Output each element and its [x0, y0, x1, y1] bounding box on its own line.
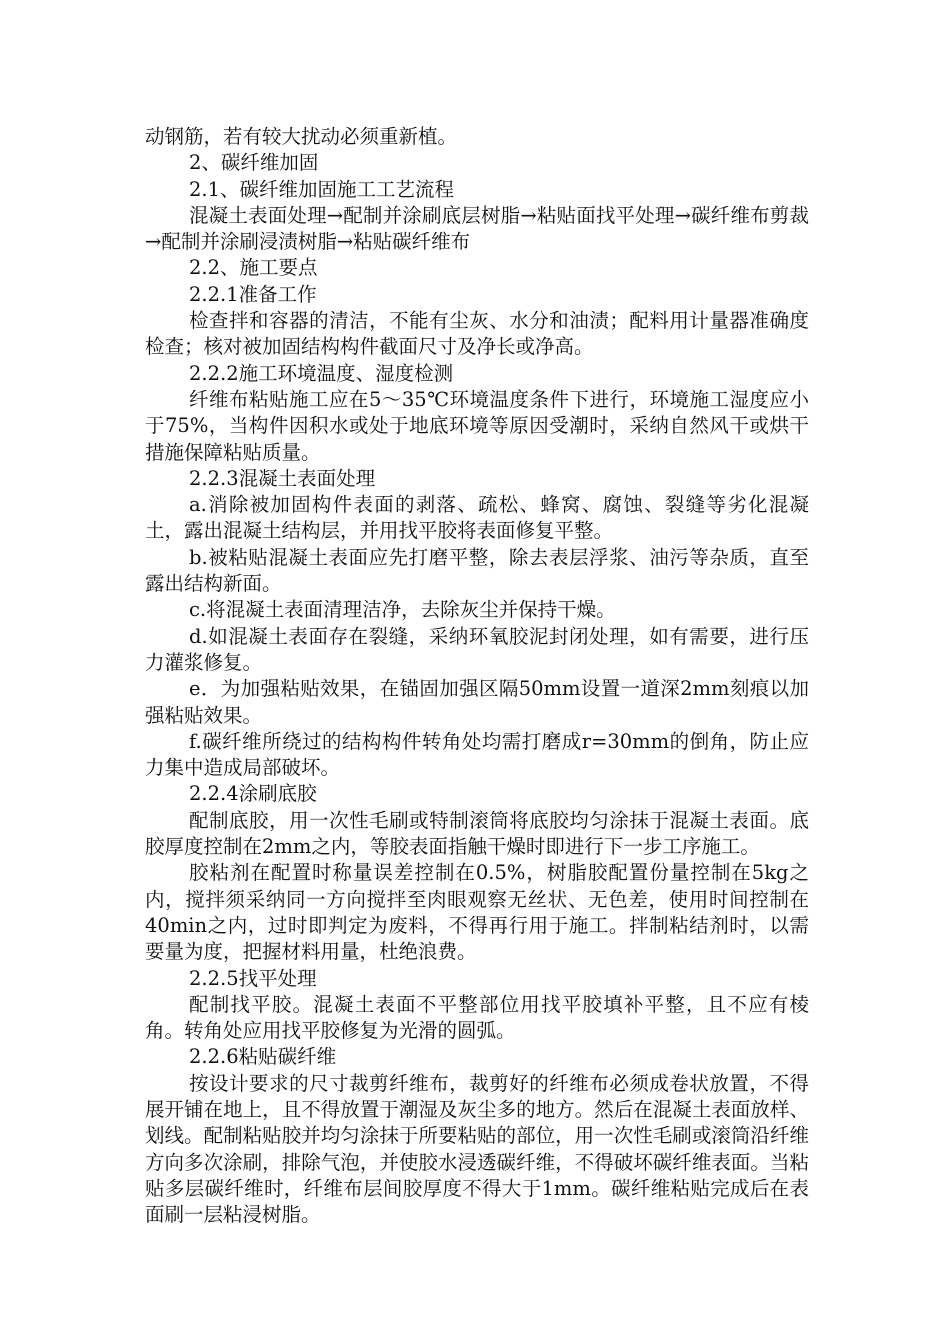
subsection-heading-2-2-2: 2.2.2施工环境温度、湿度检测 [189, 361, 454, 385]
paragraph-continuation: 动钢筋，若有较大扰动必须重新植。 [145, 125, 458, 148]
adhesive-paragraph: 胶粘剂在配置时称量误差控制在0.5%，树脂胶配置份量控制在5kg之内，搅拌须采纳同一方向搅拌至肉眼观察无丝状、无色差，使用时间控制在40min之内，过时即判定为废料，不得再行用于施工。拌制粘结剂时，以需要量为度，把握材料用量，杜绝浪费。 [145, 861, 809, 964]
subsection-heading-2-2-3: 2.2.3混凝土表面处理 [189, 466, 376, 490]
primer-paragraph: 配制底胶，用一次性毛刷或特制滚筒将底胶均匀涂抹于混凝土表面。底胶厚度控制在2mm之内，等胶表面指触干燥时即进行下一步工序施工。 [145, 808, 809, 859]
preparation-paragraph: 检查拌和容器的清洁，不能有尘灰、水分和油渍；配料用计量器准确度检查；核对被加固结构构件截面尺寸及净长或净高。 [145, 309, 809, 359]
list-item-d: d.如混凝土表面存在裂缝，采纳环氧胶泥封闭处理，如有需要，进行压力灌浆修复。 [145, 624, 809, 674]
list-item-f: f.碳纤维所绕过的结构构件转角处均需打磨成r=30mm的倒角，防止应力集中造成局部破坏。 [145, 729, 809, 780]
section-heading-2: 2、碳纤维加固 [189, 151, 319, 175]
subsection-heading-2-2-4: 2.2.4涂刷底胶 [189, 782, 317, 806]
subsection-heading-2-2-5: 2.2.5找平处理 [189, 966, 317, 990]
environment-paragraph: 纤维布粘贴施工应在5～35℃环境温度条件下进行，环境施工湿度应小于75%，当构件因积水或处于地底环境等原因受潮时，采纳自然风干或烘干措施保障粘贴质量。 [145, 387, 809, 464]
carbon-fiber-paragraph: 按设计要求的尺寸裁剪纤维布，裁剪好的纤维布必须成卷状放置，不得展开铺在地上，且不得放置于潮湿及灰尘多的地方。然后在混凝土表面放样、划线。配制粘贴胶并均匀涂抹于所要粘贴的部位，用一次性毛刷或滚筒沿纤维方向多次涂刷，排除气泡，并使胶水浸透碳纤维，不得破坏碳纤维表面。当粘贴多层碳纤维时，纤维布层间胶厚度不得大于1mm。碳纤维粘贴完成后在表面刷一层粘浸树脂。 [145, 1071, 809, 1227]
list-item-a: a.消除被加固构件表面的剥落、疏松、蜂窝、腐蚀、裂缝等劣化混凝土，露出混凝土结构层，并用找平胶将表面修复平整。 [145, 493, 809, 543]
list-item-b: b.被粘贴混凝土表面应先打磨平整，除去表层浮浆、油污等杂质，直至露出结构新面。 [145, 545, 809, 596]
subsection-heading-2-2-1: 2.2.1准备工作 [189, 282, 317, 306]
subsection-heading-2-2-6: 2.2.6粘贴碳纤维 [189, 1045, 337, 1069]
process-flow-paragraph: 混凝土表面处理→配制并涂刷底层树脂→粘贴面找平处理→碳纤维布剪裁→配制并涂刷浸渍树脂→粘贴碳纤维布 [145, 203, 809, 254]
subsection-heading-2-2: 2.2、施工要点 [189, 256, 318, 280]
subsection-heading-2-1: 2.1、碳纤维加固施工工艺流程 [189, 177, 455, 201]
document-body [145, 124, 809, 1228]
list-item-e: e．为加强粘贴效果，在锚固加强区隔50mm设置一道深2mm刻痕以加强粘贴效果。 [145, 677, 809, 727]
list-item-c: c.将混凝土表面清理洁净，去除灰尘并保持干燥。 [189, 598, 616, 622]
leveling-paragraph: 配制找平胶。混凝土表面不平整部位用找平胶填补平整，且不应有棱角。转角处应用找平胶修复为光滑的圆弧。 [145, 992, 809, 1043]
